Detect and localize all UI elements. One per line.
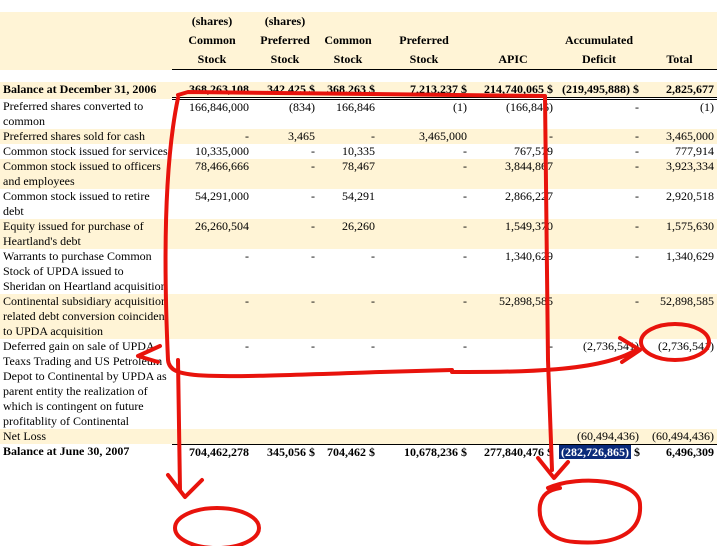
table-row-final-balance	[0, 444, 717, 460]
selected-deficit-value[interactable]: (282,726,865)	[561, 444, 629, 459]
column-header: (shares)	[264, 14, 306, 28]
header-row1	[0, 12, 717, 31]
column-header	[318, 12, 378, 31]
column-header: Total	[642, 50, 717, 70]
table-row	[0, 294, 717, 339]
row-value: 2,825,677	[642, 82, 717, 99]
row-value: -	[311, 338, 315, 353]
row-value: 52,898,585	[660, 293, 714, 308]
column-header: Stock	[378, 50, 470, 70]
row-value: -	[549, 338, 553, 353]
row-value: -	[371, 128, 375, 143]
row-label: Net Loss	[3, 428, 46, 443]
row-value: (219,495,888) $	[556, 82, 642, 99]
row-value: (60,494,436)	[652, 428, 714, 443]
row-value: 2,866,227	[505, 188, 553, 203]
row-value: 277,840,476 $	[470, 444, 556, 460]
row-value: -	[311, 188, 315, 203]
table-row	[0, 99, 717, 129]
row-label: Balance at June 30, 2007	[3, 444, 130, 458]
column-header: Common	[188, 33, 236, 47]
row-label: Preferred shares sold for cash	[3, 128, 145, 143]
row-label: Common stock issued for services	[3, 143, 168, 158]
row-value: -	[371, 338, 375, 353]
table-row	[0, 129, 717, 144]
column-header: Preferred	[399, 33, 449, 47]
row-value: (1)	[700, 100, 714, 114]
header-row2	[0, 31, 717, 50]
row-value: 6,496,309	[642, 444, 717, 460]
annotation-circle-deficit	[540, 481, 640, 543]
column-header: Accumulated	[565, 33, 633, 47]
row-value: 52,898,585	[499, 293, 553, 308]
row-value: -	[635, 218, 639, 233]
column-header: Stock	[172, 50, 252, 70]
row-label: Continental subsidiary acquisition related debt conversion coincident to UPDA acquisition	[3, 293, 168, 338]
currency-suffix: $	[631, 444, 640, 459]
row-value: (60,494,436)	[577, 428, 639, 443]
row-value: 26,260,504	[195, 218, 249, 233]
row-value: -	[311, 293, 315, 308]
row-value: 78,467	[342, 158, 375, 173]
row-value: 10,678,236 $	[378, 444, 470, 460]
row-label: Preferred shares converted to common	[3, 98, 144, 128]
row-value: -	[371, 248, 375, 263]
row-value: 7,213,237 $	[378, 82, 470, 99]
row-value: -	[635, 143, 639, 158]
row-value: -	[463, 188, 467, 203]
column-header: Deficit	[556, 50, 642, 70]
header-row3	[0, 50, 717, 70]
column-header: Common	[324, 33, 372, 47]
column-header	[0, 31, 172, 50]
table-row	[0, 429, 717, 445]
row-value: 3,923,334	[666, 158, 714, 173]
row-value: -	[635, 188, 639, 203]
row-value: 3,465	[288, 128, 315, 143]
annotation-circle-common-shares	[175, 508, 259, 546]
row-value: 368,263,108	[172, 82, 252, 99]
row-label: Deferred gain on sale of UPDA Teaxs Trading and US Petroleum Depot to Continental by UPDA as parent entity the realization of which is contingent on future profitablity of Continental	[3, 338, 167, 428]
row-label: Warrants to purchase Common Stock of UPDA issued to Sheridan on Heartland acquisition	[3, 248, 167, 293]
row-value: (166,846)	[506, 100, 553, 114]
row-value	[252, 429, 318, 445]
row-value	[470, 429, 556, 445]
row-value: 3,844,867	[505, 158, 553, 173]
row-value: 777,914	[675, 143, 714, 158]
row-value: 10,335	[342, 143, 375, 158]
column-header	[642, 31, 717, 50]
table-row	[0, 159, 717, 189]
row-value: 342,425 $	[252, 82, 318, 99]
row-value: -	[635, 248, 639, 263]
row-label: Equity issued for purchase of Heartland's debt	[3, 218, 144, 248]
row-value: 3,465,000	[666, 128, 714, 143]
row-value: -	[245, 338, 249, 353]
spacer-row	[0, 70, 717, 83]
row-value: -	[635, 100, 639, 114]
column-header: Stock	[318, 50, 378, 70]
row-value: -	[549, 128, 553, 143]
row-value: -	[463, 143, 467, 158]
row-value: 345,056 $	[252, 444, 318, 460]
row-value: 214,740,065 $	[470, 82, 556, 99]
row-value: -	[245, 248, 249, 263]
row-label: Common stock issued to retire debt	[3, 188, 150, 218]
row-value: 1,575,630	[666, 218, 714, 233]
row-value: 166,846,000	[189, 100, 249, 114]
row-value: -	[311, 218, 315, 233]
column-header	[0, 12, 172, 31]
row-value: 1,549,370	[505, 218, 553, 233]
row-value: -	[463, 158, 467, 173]
row-value: 54,291,000	[195, 188, 249, 203]
column-header	[556, 12, 642, 31]
table-row	[0, 339, 717, 429]
table-row	[0, 219, 717, 249]
row-value: -	[371, 293, 375, 308]
row-value: -	[635, 158, 639, 173]
row-value: 166,846	[336, 100, 375, 114]
column-header	[0, 50, 172, 70]
row-label: Common stock issued to officers and employees	[3, 158, 161, 188]
column-header	[470, 12, 556, 31]
table-row	[0, 249, 717, 294]
row-value: 704,462,278	[172, 444, 252, 460]
row-value: -	[463, 338, 467, 353]
row-value: (834)	[289, 100, 315, 114]
row-value	[318, 429, 378, 445]
row-value	[172, 429, 252, 445]
row-value: -	[463, 293, 467, 308]
row-value: (2,736,541)	[583, 338, 639, 353]
column-header	[470, 31, 556, 50]
row-value: 1,340,629	[505, 248, 553, 263]
column-header: Preferred	[260, 33, 310, 47]
row-value: 3,465,000	[419, 128, 467, 143]
row-value: -	[311, 248, 315, 263]
row-value: -	[245, 128, 249, 143]
row-value: (1)	[453, 100, 467, 114]
equity-statement-table	[0, 12, 717, 460]
row-value: 1,340,629	[666, 248, 714, 263]
row-value: -	[311, 143, 315, 158]
column-header	[642, 12, 717, 31]
row-value	[378, 429, 470, 445]
row-label: Balance at December 31, 2006	[3, 82, 157, 96]
row-value: -	[245, 293, 249, 308]
row-value: 78,466,666	[195, 158, 249, 173]
column-header: (shares)	[191, 14, 233, 28]
table-row	[0, 189, 717, 219]
row-value: -	[463, 218, 467, 233]
row-value: -	[635, 128, 639, 143]
row-value: -	[463, 248, 467, 263]
row-value: 2,920,518	[666, 188, 714, 203]
row-value: -	[311, 158, 315, 173]
row-value	[556, 444, 642, 460]
row-value: 54,291	[342, 188, 375, 203]
row-value: 704,462 $	[318, 444, 378, 460]
row-value: 767,579	[514, 143, 553, 158]
column-header	[378, 12, 470, 31]
table-row	[0, 144, 717, 159]
row-value: -	[635, 293, 639, 308]
row-value: 10,335,000	[195, 143, 249, 158]
row-value: 26,260	[342, 218, 375, 233]
row-value: 368,263 $	[318, 82, 378, 99]
column-header: Stock	[252, 50, 318, 70]
column-header: APIC	[470, 50, 556, 70]
row-value: (2,736,541)	[658, 338, 714, 353]
spacer-cell	[0, 70, 717, 83]
table-row	[0, 82, 717, 99]
